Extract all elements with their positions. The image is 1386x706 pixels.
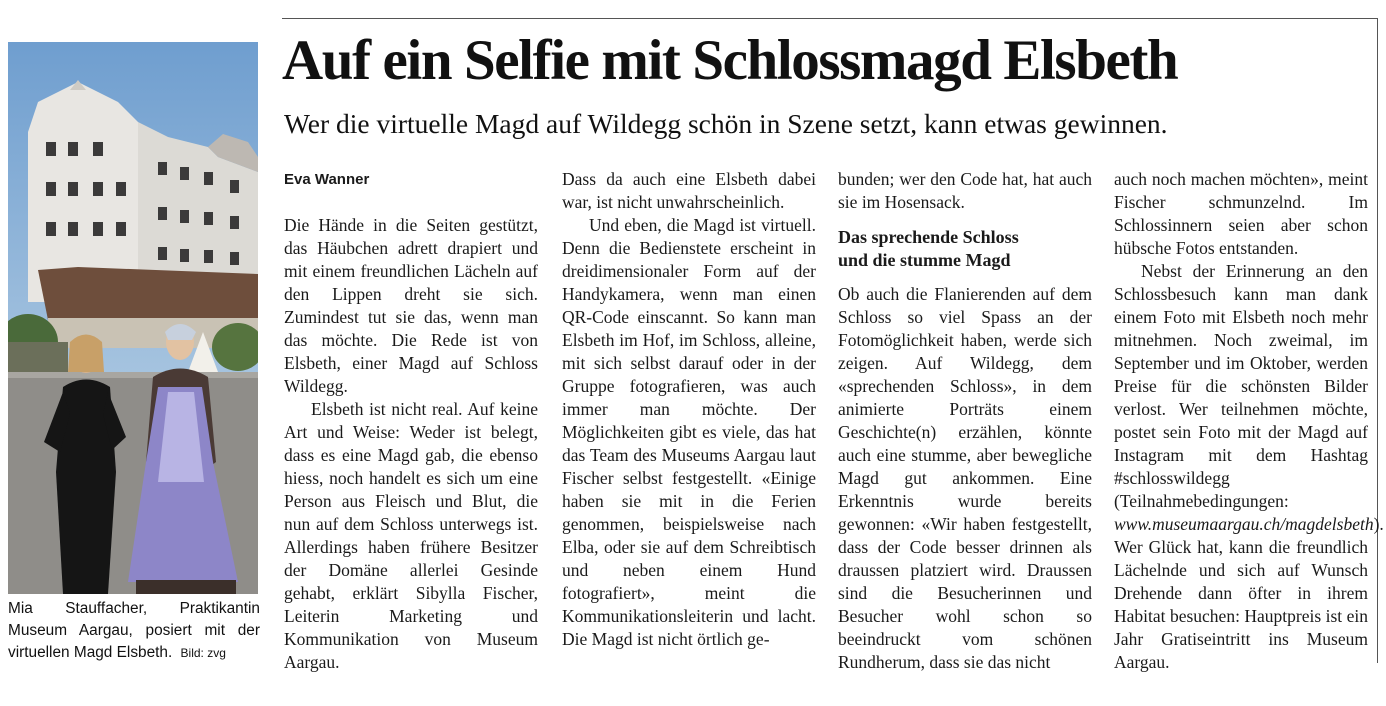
photo-credit: Bild: zvg xyxy=(180,646,226,660)
paragraph xyxy=(1114,260,1384,674)
paragraph: Dass da auch eine Elsbeth dabei war, ist nicht unwahrscheinlich. xyxy=(562,169,816,212)
paragraph: Die Hände in die Seiten gestützt, das Häubchen adrett drapiert und mit einem freundlichen Lächeln auf den Lippen dreht sie sich. Zumindest tut sie das, wenn man das möchte. Die Rede ist von Elsbeth, einer Magd auf Schloss Wildegg. xyxy=(284,215,538,396)
text-column-2 xyxy=(562,168,816,651)
text-column-3 xyxy=(838,168,1092,674)
subheading-line: und die stumme Magd xyxy=(838,250,1011,270)
subheading xyxy=(838,226,1092,272)
author-byline: Eva Wanner xyxy=(284,171,370,188)
paragraph: bunden; wer den Code hat, hat auch sie im Hosensack. xyxy=(838,169,1092,212)
text-column-4 xyxy=(1114,168,1384,674)
contest-url-link[interactable]: www.museumaargau.ch/magdelsbeth xyxy=(1114,514,1374,534)
paragraph-text: ). Wer Glück hat, kann die freundlich Lächelnde und sich auf Wunsch Drehende dann öfter in ihrem Habitat besuchen: Hauptpreis ist ein Jahr Gratiseintritt ins Museum Aargau. xyxy=(1114,514,1384,672)
paragraph: auch noch machen möchten», meint Fischer schmunzelnd. Im Schlossinnern seien aber schon hübsche Fotos entstanden. xyxy=(1114,169,1368,258)
caption-text: Mia Stauffacher, Praktikantin Museum Aargau, posiert mit der virtuellen Magd Elsbeth. xyxy=(8,600,260,661)
top-rule xyxy=(282,18,1378,19)
photo-caption xyxy=(8,598,260,664)
article-lead: Wer die virtuelle Magd auf Wildegg schön in Szene setzt, kann etwas gewinnen. xyxy=(284,108,1168,139)
article-photo xyxy=(8,42,258,594)
subheading-line: Das sprechende Schloss xyxy=(838,227,1019,247)
paragraph: Elsbeth ist nicht real. Auf keine Art und Weise: Weder ist belegt, dass es eine Magd gab, die ebenso hiess, noch handelt es sich um eine Person aus Fleisch und Blut, die nun auf dem Schloss unterwegs ist. Allerdings haben frühere Besitzer der Domäne allerlei Gesinde gehabt, erklärt Sibylla Fischer, Leiterin Marketing und Kommunikation von Museum Aargau. xyxy=(284,399,538,672)
article-headline: Auf ein Selfie mit Schlossmagd Elsbeth xyxy=(282,29,1178,92)
text-column-1 xyxy=(284,168,538,674)
paragraph-text: Nebst der Erinnerung an den Schlossbesuch kann man dank einem Foto mit Elsbeth noch mehr mitnehmen. Noch zweimal, im September und im Oktober, werden Preise für die schönsten Bilder verlost. Wer teilnehmen möchte, postet sein Foto mit der Magd auf Instagram mit dem Hashtag #schlosswildegg (Teilnahmebedingungen: xyxy=(1114,261,1368,511)
paragraph: Und eben, die Magd ist virtuell. Denn die Bedienstete erscheint in dreidimensionaler Form auf der Handykamera, wenn man einen QR-Code einscannt. So kann man Elsbeth im Hof, im Schloss, alleine, mit sich selbst darauf oder in der Gruppe fotografieren, was auch immer man möchte. Der Möglichkeiten gibt es viele, das hat das Team des Museums Aargau laut Fischer selbst festgestellt. «Einige haben sie mit in die Ferien genommen, beispielsweise nach Elba, oder sie auf dem Schreibtisch und neben einem Hund fotografiert», meint die Kommunikationsleiterin und lacht. Die Magd ist nicht örtlich ge- xyxy=(562,215,816,649)
paragraph: Ob auch die Flanierenden auf dem Schloss so viel Spass an der Fotomöglichkeit haben, werde sich zeigen. Auf Wildegg, dem «sprechenden Schloss», in dem animierte Porträts einem Geschichte(n) erzählen, könnte auch eine stumme, aber bewegliche Magd gut ankommen. Eine Erkenntnis wurde bereits gewonnen: «Wir haben festgestellt, dass der Code besser drinnen als draussen platziert wird. Draussen sind die Besucherinnen und Besucher wohl schon so beeindruckt vom schönen Rundherum, dass sie das nicht xyxy=(838,284,1092,672)
